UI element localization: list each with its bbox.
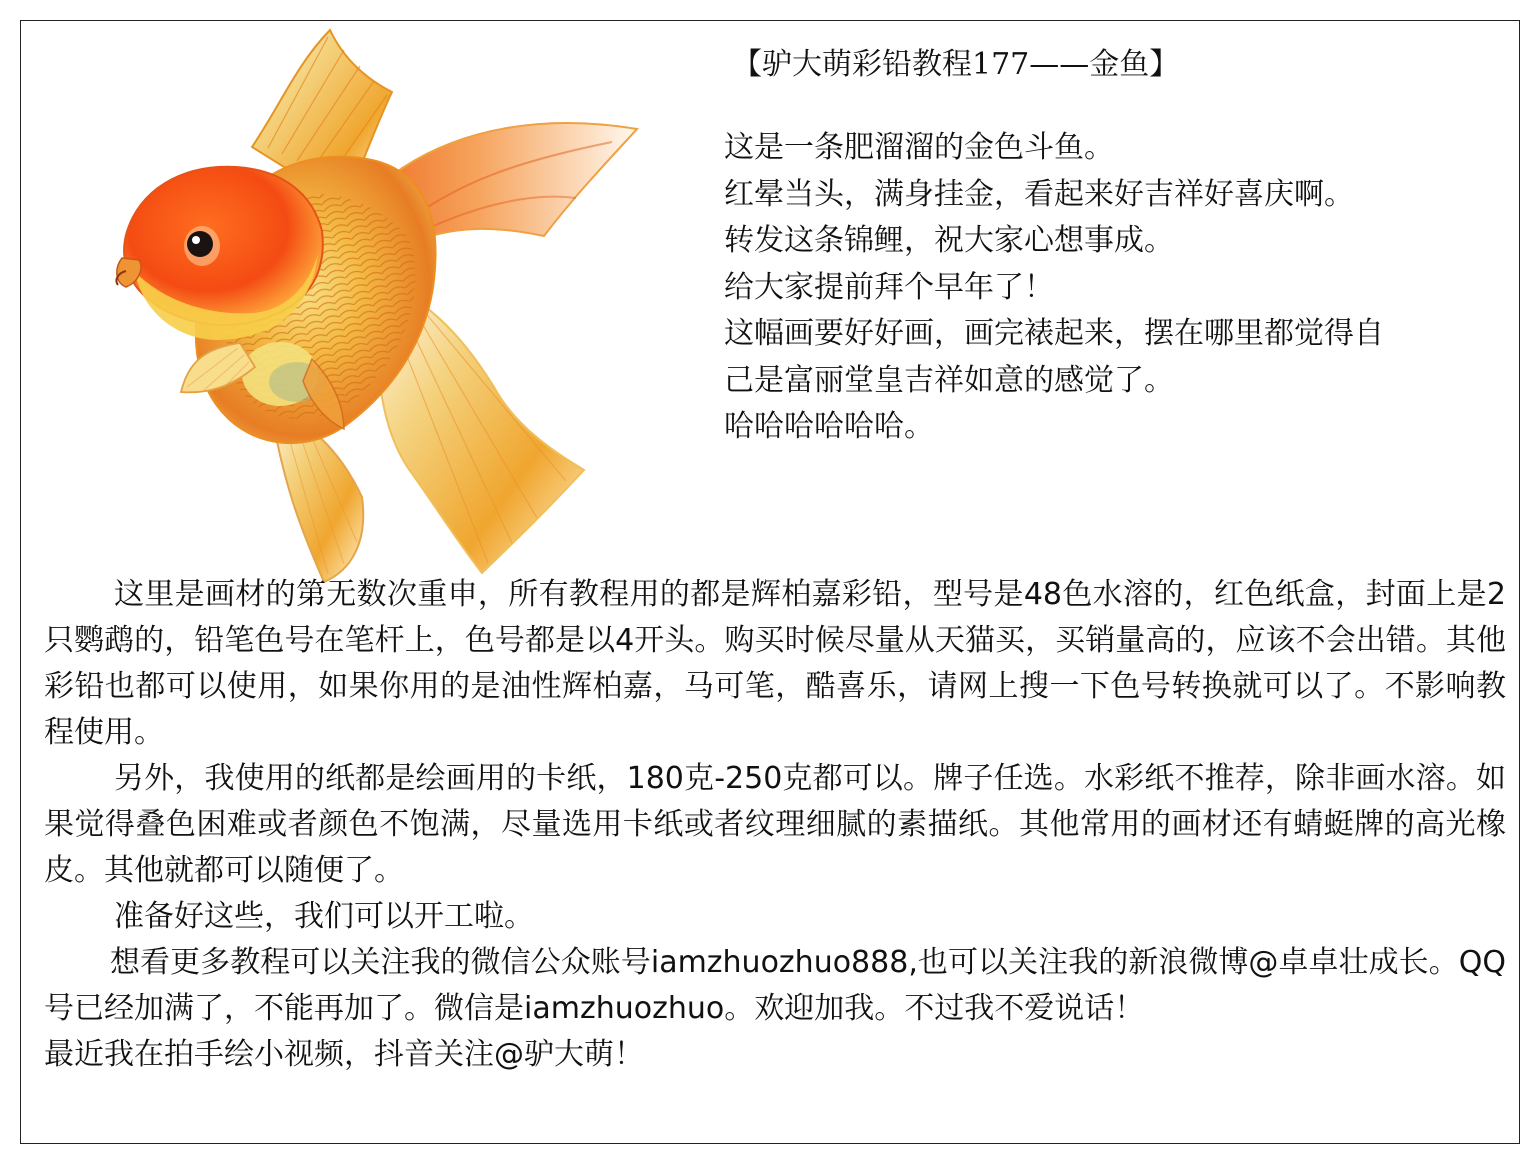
materials-paragraph: 这里是画材的第无数次重申，所有教程用的都是辉柏嘉彩铅，型号是48色水溶的，红色纸盒，封面上是2只鹦鹉的，铅笔色号在笔杆上，色号都是以4开头。购买时候尽量从天猫买，买销量高的，应该不会出错。其他彩铅也都可以使用，如果你用的是油性辉柏嘉，马可笔，酷喜乐，请网上搜一下色号转换就可以了。不影响教程使用。: [44, 577, 1506, 750]
goldfish-drawing: [92, 22, 662, 587]
paper-paragraph: 另外，我使用的纸都是绘画用的卡纸，180克-250克都可以。牌子任选。水彩纸不推荐，除非画水溶。如果觉得叠色困难或者颜色不饱满，尽量选用卡纸或者纹理细腻的素描纸。其他常用的画材还有蜻蜓牌的高光橡皮。其他就都可以随便了。: [44, 761, 1506, 888]
intro-line: 给大家提前拜个早年了！: [724, 269, 1054, 305]
intro-line: 这幅画要好好画，画完裱起来，摆在哪里都觉得自: [724, 316, 1384, 351]
tutorial-title: 【驴大萌彩铅教程177——金鱼】: [732, 47, 1180, 82]
contact-paragraph: 想看更多教程可以关注我的微信公众账号iamzhuozhuo888,也可以关注我的新浪微博@卓卓壮成长。QQ号已经加满了，不能再加了。微信是iamzhuozhuo。欢迎加我。不过我不爱说话！: [44, 945, 1506, 1026]
intro-line: 己是富丽堂皇吉祥如意的感觉了。: [724, 362, 1174, 398]
ready-paragraph: 准备好这些，我们可以开工啦。: [114, 899, 534, 934]
intro-line: 转发这条锦鲤，祝大家心想事成。: [724, 223, 1174, 258]
intro-line: 哈哈哈哈哈哈。: [724, 409, 934, 444]
materials-article: [44, 572, 1506, 1078]
intro-line: 红晕当头，满身挂金，看起来好吉祥好喜庆啊。: [724, 176, 1354, 212]
video-paragraph: 最近我在拍手绘小视频，抖音关注@驴大萌！: [44, 1037, 644, 1072]
intro-line: 这是一条肥溜溜的金色斗鱼。: [724, 130, 1114, 165]
intro-text-block: [724, 125, 1494, 451]
goldfish-illustration: [92, 22, 662, 587]
